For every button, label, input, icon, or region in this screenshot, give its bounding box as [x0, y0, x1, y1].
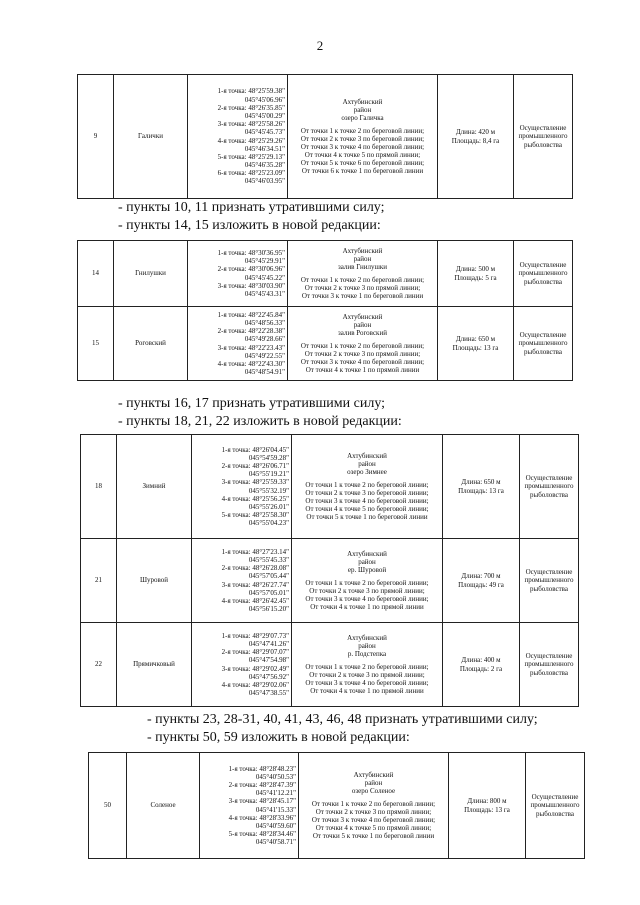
location-line: Ахтубинский	[347, 549, 387, 558]
size-line: Длина: 400 м	[461, 656, 501, 665]
table-row	[78, 307, 573, 381]
coordinate-line: 2-я точка: 48°29'07.07"	[221, 648, 289, 657]
purpose-line: рыболовства	[530, 668, 568, 677]
coordinate-line: 045°46'35.28"	[244, 161, 285, 170]
purpose-line: Осуществление	[519, 331, 567, 340]
coordinate-line: 4-я точка: 48°29'02.06"	[221, 680, 289, 689]
purpose-line: промышленного	[524, 576, 574, 585]
boundary-line: От точки 1 к точке 2 по береговой линии;	[300, 276, 425, 284]
area-size	[438, 241, 514, 307]
coordinates-cell	[188, 307, 288, 381]
boundary-line: От точки 4 к точке 5 по прямой линии;	[304, 151, 421, 160]
coordinate-line: 2-я точка: 48°28'47.39"	[228, 780, 296, 789]
purpose	[514, 241, 573, 307]
fishing-area-table	[77, 74, 573, 199]
area-name: Зимний	[117, 435, 192, 539]
boundary-line: От точки 2 к точке 3 по прямой линии;	[304, 284, 421, 293]
purpose-line: промышленного	[518, 132, 568, 141]
boundary-description	[288, 75, 438, 199]
location-line: Ахтубинский	[347, 451, 387, 460]
boundary-description	[292, 539, 443, 623]
coordinates-cell	[188, 241, 288, 307]
row-number: 22	[81, 623, 117, 707]
coordinate-line: 1-я точка: 48°28'48.23"	[228, 764, 296, 773]
coordinate-line: 1-я точка: 48°29'07.73"	[221, 631, 289, 640]
boundary-line: От точки 3 к точке 4 по береговой линии;	[305, 679, 429, 688]
purpose-line: промышленного	[524, 482, 574, 491]
coordinates-cell	[192, 539, 292, 623]
boundary-line: От точки 2 к точке 3 по береговой линии;	[300, 134, 425, 143]
coordinate-line: 045°41'12.21"	[255, 789, 296, 798]
size-line: Длина: 700 м	[461, 572, 501, 581]
coordinate-line: 4-я точка: 48°28'33.96"	[228, 813, 296, 822]
boundary-line: От точки 3 к точке 4 по береговой линии;	[300, 358, 425, 367]
coordinates-cell	[200, 753, 299, 859]
purpose	[526, 753, 585, 859]
purpose-line: Осуществление	[519, 124, 567, 133]
coordinate-line: 045°45'43.31"	[244, 289, 285, 298]
size-line: Длина: 420 м	[455, 128, 496, 137]
area-size	[449, 753, 526, 859]
boundary-line: От точки 3 к точке 4 по береговой линии;	[311, 816, 436, 825]
coordinate-line: 045°54'59.28"	[248, 453, 289, 462]
coordinate-line: 1-я точка: 48°25'59.38"	[217, 87, 285, 96]
purpose	[514, 307, 573, 381]
location-line: Ахтубинский	[353, 770, 394, 779]
note-line: - пункты 18, 21, 22 изложить в новой редакции:	[118, 414, 402, 429]
boundary-line: От точки 6 к точке 1 по береговой линии	[301, 167, 424, 176]
boundary-line: От точки 2 к точке 3 по прямой линии;	[315, 808, 432, 816]
coordinate-line: 045°45'45.22"	[244, 273, 285, 282]
area-name: Соленое	[127, 753, 200, 859]
purpose	[514, 75, 573, 199]
boundary-line: От точки 1 к точке 2 по береговой линии;	[305, 480, 429, 489]
coordinate-line: 3-я точка: 48°28'45.17"	[228, 797, 296, 806]
coordinate-line: 045°40'50.53"	[255, 772, 296, 781]
area-size	[443, 539, 520, 623]
location-line: район	[353, 320, 372, 329]
size-line: Длина: 650 м	[455, 335, 496, 344]
boundary-line: От точки 2 к точке 3 по прямой линии;	[309, 587, 425, 596]
boundary-line: От точки 4 к точке 1 по прямой линии	[310, 603, 424, 612]
purpose-line: промышленного	[518, 339, 568, 348]
coordinate-line: 3-я точка: 48°25'58.26"	[217, 120, 285, 129]
boundary-description	[288, 241, 438, 307]
location-line: озеро Галичка	[341, 113, 384, 122]
boundary-line: От точки 4 к точке 1 по прямой линии	[310, 687, 424, 696]
coordinate-line: 2-я точка: 48°26'06.71"	[221, 461, 289, 470]
coordinate-line: 045°49'28.66"	[244, 335, 285, 344]
coordinate-line: 045°47'54.98"	[248, 656, 289, 665]
location-line: озеро Зимнее	[347, 467, 387, 476]
coordinate-line: 045°46'03.95"	[244, 177, 285, 186]
purpose-line: рыболовства	[524, 347, 562, 356]
note-line: - пункты 14, 15 изложить в новой редакции:	[118, 218, 381, 233]
coordinate-line: 5-я точка: 48°25'58.30"	[221, 511, 289, 520]
row-number: 9	[78, 75, 114, 199]
coordinate-line: 2-я точка: 48°22'28.38"	[217, 327, 285, 336]
location-line: залив Гнилушки	[337, 262, 388, 271]
boundary-line: От точки 4 к точке 1 по прямой линии	[305, 366, 420, 375]
coordinate-line: 1-я точка: 48°26'04.45"	[221, 445, 289, 454]
area-name: Шуровой	[117, 539, 192, 623]
size-line: Площадь: 2 га	[459, 664, 503, 673]
coordinate-line: 045°57'05.44"	[248, 572, 289, 581]
coordinate-line: 4-я точка: 48°22'43.30"	[217, 359, 285, 368]
purpose-line: Осуществление	[525, 568, 573, 577]
coordinate-line: 045°55'32.19"	[248, 486, 289, 495]
coordinate-line: 045°55'26.01"	[248, 502, 289, 511]
coordinate-line: 045°45'45.73"	[244, 128, 285, 137]
purpose-line: рыболовства	[536, 809, 574, 818]
boundary-line: От точки 1 к точке 2 по береговой линии;	[300, 341, 425, 350]
coordinate-line: 5-я точка: 48°28'34.46"	[228, 830, 296, 839]
area-size	[443, 435, 520, 539]
size-line: Площадь: 8,4 га	[451, 136, 500, 145]
location-line: район	[364, 778, 383, 787]
location-line: Ахтубинский	[342, 246, 383, 255]
area-name: Роговский	[114, 307, 188, 381]
area-name: Галички	[114, 75, 188, 199]
note-line: - пункты 23, 28-31, 40, 41, 43, 46, 48 признать утратившими силу;	[147, 712, 538, 727]
size-line: Длина: 650 м	[461, 478, 501, 487]
boundary-line: От точки 3 к точке 1 по береговой линии	[301, 292, 424, 301]
coordinate-line: 045°56'15.20"	[248, 605, 289, 614]
area-size	[438, 307, 514, 381]
coordinate-line: 045°47'41.26"	[248, 639, 289, 648]
coordinate-line: 045°40'58.71"	[255, 838, 296, 847]
row-number: 50	[89, 753, 127, 859]
boundary-line: От точки 2 к точке 3 по прямой линии;	[304, 350, 421, 359]
location-line: ер. Шуровой	[347, 565, 387, 574]
coordinate-line: 1-я точка: 48°22'45.84"	[217, 310, 285, 319]
purpose-line: промышленного	[524, 660, 574, 669]
boundary-line: От точки 5 к точке 1 по береговой линии	[312, 832, 435, 841]
purpose-line: промышленного	[518, 269, 568, 278]
coordinate-line: 045°48'56.33"	[244, 318, 285, 327]
area-name: Гнилушки	[114, 241, 188, 307]
coordinate-line: 2-я точка: 48°30'06.96"	[217, 265, 285, 274]
boundary-line: От точки 3 к точке 4 по береговой линии;	[305, 497, 429, 506]
coordinate-line: 045°55'19.21"	[248, 470, 289, 479]
table-row	[78, 241, 573, 307]
location-line: р. Подстепка	[347, 649, 387, 658]
purpose-line: рыболовства	[530, 584, 568, 593]
area-size	[438, 75, 514, 199]
boundary-line: От точки 4 к точке 5 по береговой линии;	[305, 505, 429, 514]
coordinate-line: 1-я точка: 48°30'36.95"	[217, 248, 285, 257]
coordinate-line: 3-я точка: 48°22'23.43"	[217, 343, 285, 352]
coordinate-line: 045°49'22.55"	[244, 351, 285, 360]
boundary-line: От точки 5 к точке 6 по береговой линии;	[300, 159, 425, 168]
boundary-description	[299, 753, 449, 859]
coordinate-line: 045°47'56.92"	[248, 672, 289, 681]
purpose	[520, 623, 579, 707]
location-line: залив Роговский	[338, 328, 387, 337]
table-row	[89, 753, 585, 859]
size-line: Площадь: 49 га	[458, 580, 504, 589]
location-line: район	[358, 557, 376, 566]
location-line: район	[353, 105, 372, 114]
location-line: Ахтубинский	[347, 633, 387, 642]
size-line: Длина: 800 м	[467, 797, 507, 806]
coordinate-line: 5-я точка: 48°25'29.13"	[217, 152, 285, 161]
purpose-line: рыболовства	[530, 490, 568, 499]
coordinates-cell	[192, 623, 292, 707]
fishing-area-table	[77, 240, 573, 381]
location-line: район	[358, 641, 376, 650]
boundary-line: От точки 3 к точке 4 по береговой линии;	[305, 595, 429, 604]
coordinate-line: 3-я точка: 48°26'27.74"	[221, 580, 289, 589]
row-number: 18	[81, 435, 117, 539]
boundary-line: От точки 1 к точке 2 по береговой линии;	[300, 126, 425, 135]
boundary-line: От точки 4 к точке 5 по прямой линии;	[315, 824, 432, 833]
coordinates-cell	[188, 75, 288, 199]
purpose-line: Осуществление	[525, 474, 573, 483]
coordinate-line: 3-я точка: 48°30'03.90"	[217, 281, 285, 290]
coordinate-line: 4-я точка: 48°25'29.26"	[217, 136, 285, 145]
size-line: Площадь: 13 га	[452, 343, 499, 352]
note-line: - пункты 16, 17 признать утратившими силу;	[118, 396, 386, 411]
fishing-area-table	[88, 752, 585, 859]
purpose-line: рыболовства	[524, 140, 562, 149]
location-line: район	[358, 459, 376, 468]
purpose-line: Осуществление	[525, 652, 573, 661]
coordinate-line: 045°45'29.91"	[244, 257, 285, 266]
coordinate-line: 2-я точка: 48°26'28.08"	[221, 564, 289, 573]
row-number: 15	[78, 307, 114, 381]
table-row	[81, 539, 579, 623]
boundary-line: От точки 2 к точке 3 по береговой линии;	[305, 489, 429, 497]
purpose-line: Осуществление	[531, 793, 579, 802]
purpose	[520, 539, 579, 623]
boundary-description	[288, 307, 438, 381]
area-name: Прямичковый	[117, 623, 192, 707]
purpose	[520, 435, 579, 539]
coordinate-line: 1-я точка: 48°27'23.14"	[221, 547, 289, 556]
coordinate-line: 045°40'59.60"	[255, 821, 296, 830]
boundary-description	[292, 623, 443, 707]
coordinate-line: 4-я точка: 48°25'56.25"	[221, 494, 289, 503]
table-row	[78, 75, 573, 199]
boundary-line: От точки 5 к точке 1 по береговой линии	[306, 513, 428, 522]
coordinate-line: 045°47'38.55"	[248, 689, 289, 698]
purpose-line: Осуществление	[519, 261, 567, 270]
boundary-line: От точки 3 к точке 4 по береговой линии;	[300, 143, 425, 152]
location-line: Ахтубинский	[342, 312, 383, 321]
row-number: 21	[81, 539, 117, 623]
fishing-area-table	[80, 434, 579, 707]
boundary-line: От точки 1 к точке 2 по береговой линии;	[311, 799, 436, 808]
size-line: Длина: 500 м	[455, 265, 496, 274]
note-line: - пункты 50, 59 изложить в новой редакции:	[147, 730, 410, 745]
location-line: Ахтубинский	[342, 97, 383, 106]
size-line: Площадь: 5 га	[454, 273, 497, 282]
purpose-line: рыболовства	[524, 277, 562, 286]
coordinate-line: 4-я точка: 48°26'42.45"	[221, 596, 289, 605]
size-line: Площадь: 13 га	[464, 805, 510, 814]
coordinates-cell	[192, 435, 292, 539]
coordinate-line: 3-я точка: 48°29'02.49"	[221, 664, 289, 673]
coordinate-line: 3-я точка: 48°25'59.33"	[221, 478, 289, 487]
coordinate-line: 045°48'54.91"	[244, 368, 285, 377]
boundary-line: От точки 1 к точке 2 по береговой линии;	[305, 578, 429, 587]
coordinate-line: 045°45'06.96"	[244, 95, 285, 104]
size-line: Площадь: 13 га	[458, 486, 504, 495]
coordinate-line: 045°55'04.23"	[248, 519, 289, 528]
note-line: - пункты 10, 11 признать утратившими силу;	[118, 200, 385, 215]
boundary-description	[292, 435, 443, 539]
location-line: район	[353, 254, 372, 263]
boundary-line: От точки 2 к точке 3 по прямой линии;	[309, 671, 425, 680]
coordinate-line: 045°46'34.51"	[244, 144, 285, 153]
coordinate-line: 045°45'00.29"	[244, 111, 285, 120]
table-row	[81, 435, 579, 539]
purpose-line: промышленного	[530, 801, 580, 810]
coordinate-line: 045°55'45.33"	[248, 555, 289, 564]
row-number: 14	[78, 241, 114, 307]
area-size	[443, 623, 520, 707]
coordinate-line: 2-я точка: 48°26'35.85"	[217, 103, 285, 112]
coordinate-line: 6-я точка: 48°25'23.09"	[217, 169, 285, 178]
coordinate-line: 045°41'15.33"	[255, 805, 296, 814]
table-row	[81, 623, 579, 707]
boundary-line: От точки 1 к точке 2 по береговой линии;	[305, 662, 429, 671]
coordinate-line: 045°57'05.01"	[248, 588, 289, 597]
location-line: озеро Соленое	[351, 786, 396, 795]
page-number: 2	[316, 38, 324, 53]
